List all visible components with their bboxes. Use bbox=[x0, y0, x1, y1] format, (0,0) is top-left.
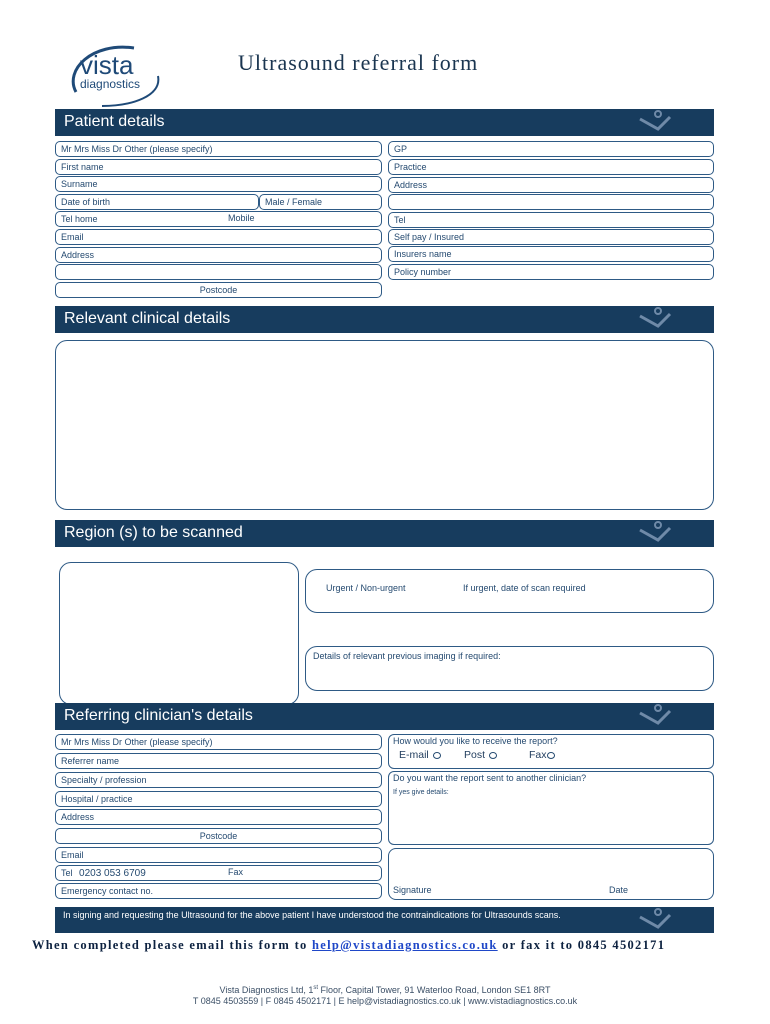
specialty-field[interactable]: Specialty / profession bbox=[55, 772, 382, 788]
region-heading: Region (s) to be scanned bbox=[55, 520, 714, 547]
figure-icon bbox=[634, 907, 674, 933]
another-clinician-label: Do you want the report sent to another clinician? bbox=[393, 773, 587, 783]
urgency-box[interactable] bbox=[305, 569, 714, 613]
radio-icon bbox=[433, 752, 441, 759]
patient-phone-field[interactable] bbox=[55, 211, 382, 227]
patient-email-field[interactable]: Email bbox=[55, 229, 382, 245]
patient-address-line2-field[interactable] bbox=[55, 264, 382, 280]
company-contacts: T 0845 4503559 | F 0845 4502171 | E help@vistadiagnostics.co.uk | www.vistadiagnostics.co.uk bbox=[192, 996, 578, 1006]
report-delivery-box bbox=[388, 734, 714, 769]
another-clinician-box[interactable] bbox=[388, 771, 714, 845]
patient-sex-field[interactable]: Male / Female bbox=[259, 194, 382, 210]
patient-surname-field[interactable]: Surname bbox=[55, 176, 382, 192]
tel-home-label: Tel home bbox=[61, 214, 98, 224]
self-pay-field[interactable]: Self pay / Insured bbox=[388, 229, 714, 245]
patient-postcode-field[interactable]: Postcode bbox=[55, 282, 382, 298]
policy-number-field[interactable]: Policy number bbox=[388, 264, 714, 280]
gp-tel-field[interactable]: Tel bbox=[388, 212, 714, 228]
clinical-details-heading: Relevant clinical details bbox=[55, 306, 714, 333]
previous-imaging-label: Details of relevant previous imaging if required: bbox=[313, 651, 501, 661]
urgency-label: Urgent / Non-urgent bbox=[326, 583, 406, 593]
clinical-details-textarea[interactable] bbox=[55, 340, 714, 510]
logo-text-diagnostics: diagnostics bbox=[80, 77, 141, 91]
consent-text: In signing and requesting the Ultrasound for the above patient I have understood the contraindications for Ultrasounds scans. bbox=[63, 910, 561, 920]
form-title: Ultrasound referral form bbox=[238, 50, 479, 75]
clinician-tel-field[interactable] bbox=[55, 865, 382, 881]
figure-icon bbox=[634, 109, 674, 136]
referrer-name-field[interactable]: Referrer name bbox=[55, 753, 382, 769]
tel-value: 0203 053 6709 bbox=[79, 868, 146, 879]
date-label: Date bbox=[609, 885, 629, 895]
clinician-heading: Referring clinician's details bbox=[55, 703, 714, 730]
signature-box[interactable] bbox=[388, 848, 714, 900]
patient-details-heading: Patient details bbox=[55, 109, 714, 136]
gp-address-line2-field[interactable] bbox=[388, 194, 714, 210]
radio-icon bbox=[489, 752, 497, 759]
patient-first-name-field[interactable]: First name bbox=[55, 159, 382, 175]
logo-text-vista: vista bbox=[80, 50, 134, 80]
report-question-label: How would you like to receive the report? bbox=[393, 736, 558, 746]
hospital-field[interactable]: Hospital / practice bbox=[55, 791, 382, 807]
vista-logo bbox=[62, 40, 172, 108]
patient-address-field[interactable]: Address bbox=[55, 247, 382, 263]
patient-dob-field[interactable]: Date of birth bbox=[55, 194, 259, 210]
mobile-label: Mobile bbox=[228, 213, 255, 223]
clinician-salutation-field[interactable]: Mr Mrs Miss Dr Other (please specify) bbox=[55, 734, 382, 750]
clinician-postcode-field[interactable]: Postcode bbox=[55, 828, 382, 844]
if-yes-label: If yes give details: bbox=[393, 789, 449, 796]
option-fax-radio[interactable]: Fax bbox=[529, 749, 555, 761]
previous-imaging-box[interactable] bbox=[305, 646, 714, 691]
figure-icon bbox=[634, 306, 674, 333]
clinician-email-field[interactable]: Email bbox=[55, 847, 382, 863]
gp-address-field[interactable]: Address bbox=[388, 177, 714, 193]
gp-field[interactable]: GP bbox=[388, 141, 714, 157]
practice-field[interactable]: Practice bbox=[388, 159, 714, 175]
fax-label: Fax bbox=[228, 867, 244, 877]
tel-label: Tel bbox=[61, 868, 73, 878]
completion-instruction: When completed please email this form to help@vistadiagnostics.co.uk or fax it to 0845 4502171 bbox=[32, 938, 666, 952]
company-address: Vista Diagnostics Ltd, 1st Floor, Capital Tower, 91 Waterloo Road, London SE1 8RT bbox=[219, 985, 551, 995]
help-email-link[interactable]: help@vistadiagnostics.co.uk bbox=[312, 938, 498, 952]
figure-icon bbox=[634, 703, 674, 730]
signature-label: Signature bbox=[393, 885, 432, 895]
option-email-radio[interactable]: E-mail bbox=[399, 749, 441, 761]
urgent-date-label: If urgent, date of scan required bbox=[463, 583, 586, 593]
emergency-contact-field[interactable]: Emergency contact no. bbox=[55, 883, 382, 899]
option-post-radio[interactable]: Post bbox=[464, 749, 497, 761]
clinician-address-field[interactable]: Address bbox=[55, 809, 382, 825]
figure-icon bbox=[634, 520, 674, 547]
patient-salutation-field[interactable]: Mr Mrs Miss Dr Other (please specify) bbox=[55, 141, 382, 157]
consent-bar bbox=[55, 907, 714, 933]
region-textarea[interactable] bbox=[59, 562, 299, 705]
radio-icon bbox=[547, 752, 555, 759]
insurers-name-field[interactable]: Insurers name bbox=[388, 246, 714, 262]
